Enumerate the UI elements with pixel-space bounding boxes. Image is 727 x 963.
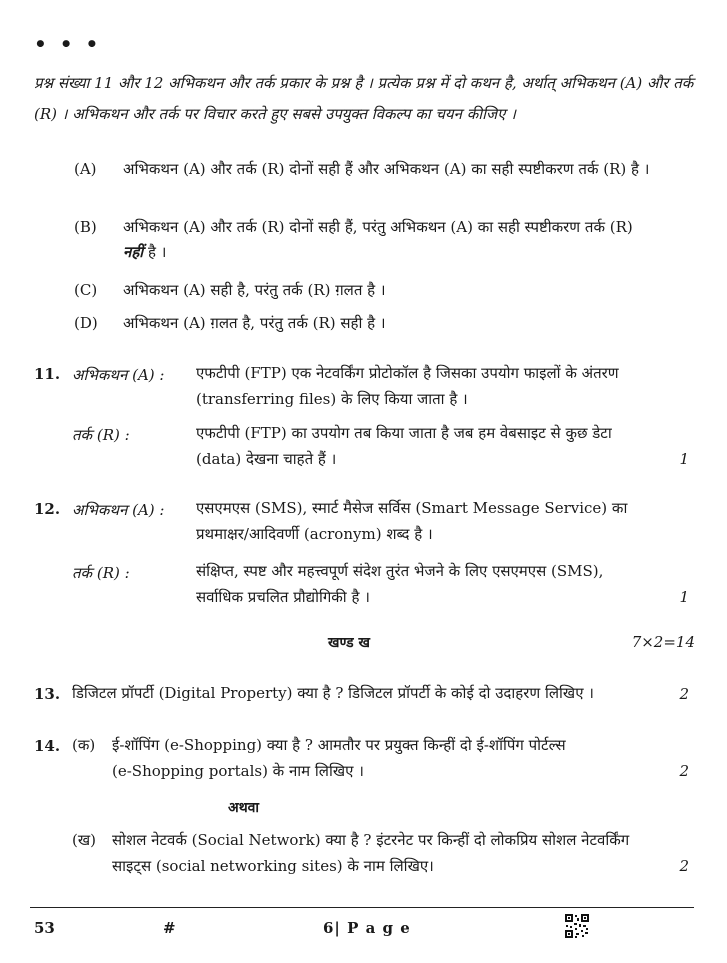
option-key: (C) — [74, 281, 98, 299]
marks: 2 — [679, 685, 689, 703]
option-text: अभिकथन (A) सही है, परंतु तर्क (R) ग़लत है । — [123, 281, 386, 299]
question-number: 11. — [34, 365, 61, 383]
reason-text-line2: (data) देखना चाहते हैं । — [196, 450, 337, 468]
reason-text-line1: एफटीपी (FTP) का उपयोग तब किया जाता है जब हम वेबसाइट से कुछ डेटा — [196, 424, 612, 442]
assertion-text-line2: प्रथमाक्षर/आदिवर्णी (acronym) शब्द है । — [196, 525, 433, 543]
page-number: 6| P a g e — [323, 919, 411, 937]
footer-divider — [30, 907, 694, 908]
part-b-text-line2: साइट्स (social networking sites) के नाम लिखिए। — [112, 857, 434, 875]
assertion-text-line1: एसएमएस (SMS), स्मार्ट मैसेज सर्विस (Smart Message Service) का — [196, 499, 628, 517]
question-text: डिजिटल प्रॉपर्टी (Digital Property) क्या है ? डिजिटल प्रॉपर्टी के कोई दो उदाहरण लिखिए । — [72, 684, 594, 702]
or-label: अथवा — [228, 800, 260, 816]
part-b-key: (ख) — [72, 831, 96, 849]
continuation-dots: • • • — [34, 32, 102, 56]
part-a-text-line2: (e-Shopping portals) के नाम लिखिए । — [112, 762, 364, 780]
part-a-key: (क) — [72, 736, 96, 754]
option-text: अभिकथन (A) और तर्क (R) दोनों सही हैं और अभिकथन (A) का सही स्पष्टीकरण तर्क (R) है । — [123, 160, 650, 178]
assertion-text-line2: (transferring files) के लिए किया जाता है । — [196, 390, 468, 408]
marks: 1 — [679, 588, 689, 606]
option-d — [74, 311, 659, 337]
assertion-text-line1: एफटीपी (FTP) एक नेटवर्किंग प्रोटोकॉल है जिसका उपयोग फाइलों के अंतरण — [196, 364, 619, 382]
option-c — [74, 278, 659, 304]
reason-text-line2: सर्वाधिक प्रचलित प्रौद्योगिकी है । — [196, 588, 370, 606]
question-number: 13. — [34, 685, 61, 703]
option-emphasis: नहीं — [123, 243, 144, 261]
section-title: खण्ड ख — [328, 635, 370, 651]
reason-label: तर्क (R) : — [72, 426, 130, 444]
section-marks: 7×2=14 — [631, 633, 695, 651]
option-text-end: है । — [143, 243, 167, 261]
part-b-text-line1: सोशल नेटवर्क (Social Network) क्या है ? इंटरनेट पर किन्हीं दो लोकप्रिय सोशल नेटवर्किंग — [112, 831, 630, 849]
option-b — [74, 215, 659, 267]
option-a — [74, 157, 659, 209]
question-number: 14. — [34, 737, 61, 755]
reason-text-line1: संक्षिप्त, स्पष्ट और महत्त्वपूर्ण संदेश तुरंत भेजने के लिए एसएमएस (SMS), — [196, 562, 604, 580]
instructions-intro: प्रश्न संख्या 11 और 12 अभिकथन और तर्क प्रकार के प्रश्न है । प्रत्येक प्रश्न में दो कथन है, अर्थात् अभिकथन (A) और तर्क (R) । अभिकथन और तर्क पर विचार करते हुए सबसे उपयुक्त विकल्प का चयन कीजिए । — [34, 74, 694, 123]
reason-label: तर्क (R) : — [72, 564, 130, 582]
option-text — [123, 215, 656, 265]
option-key: (B) — [74, 218, 97, 236]
marks: 2 — [679, 762, 689, 780]
assertion-label: अभिकथन (A) : — [72, 501, 165, 519]
qr-code-icon — [565, 914, 589, 938]
option-text: अभिकथन (A) ग़लत है, परंतु तर्क (R) सही है । — [123, 314, 386, 332]
option-text-main: अभिकथन (A) और तर्क (R) दोनों सही हैं, परंतु अभिकथन (A) का सही स्पष्टीकरण तर्क (R) — [123, 218, 633, 236]
hash-mark: # — [163, 919, 176, 937]
question-number: 12. — [34, 500, 61, 518]
option-key: (A) — [74, 160, 97, 178]
part-a-text-line1: ई-शॉपिंग (e-Shopping) क्या है ? आमतौर पर प्रयुक्त किन्हीं दो ई-शॉपिंग पोर्टल्स — [112, 736, 566, 754]
assertion-label: अभिकथन (A) : — [72, 366, 165, 384]
option-key: (D) — [74, 314, 98, 332]
paper-code: 53 — [34, 919, 55, 937]
marks: 2 — [679, 857, 689, 875]
marks: 1 — [679, 450, 689, 468]
